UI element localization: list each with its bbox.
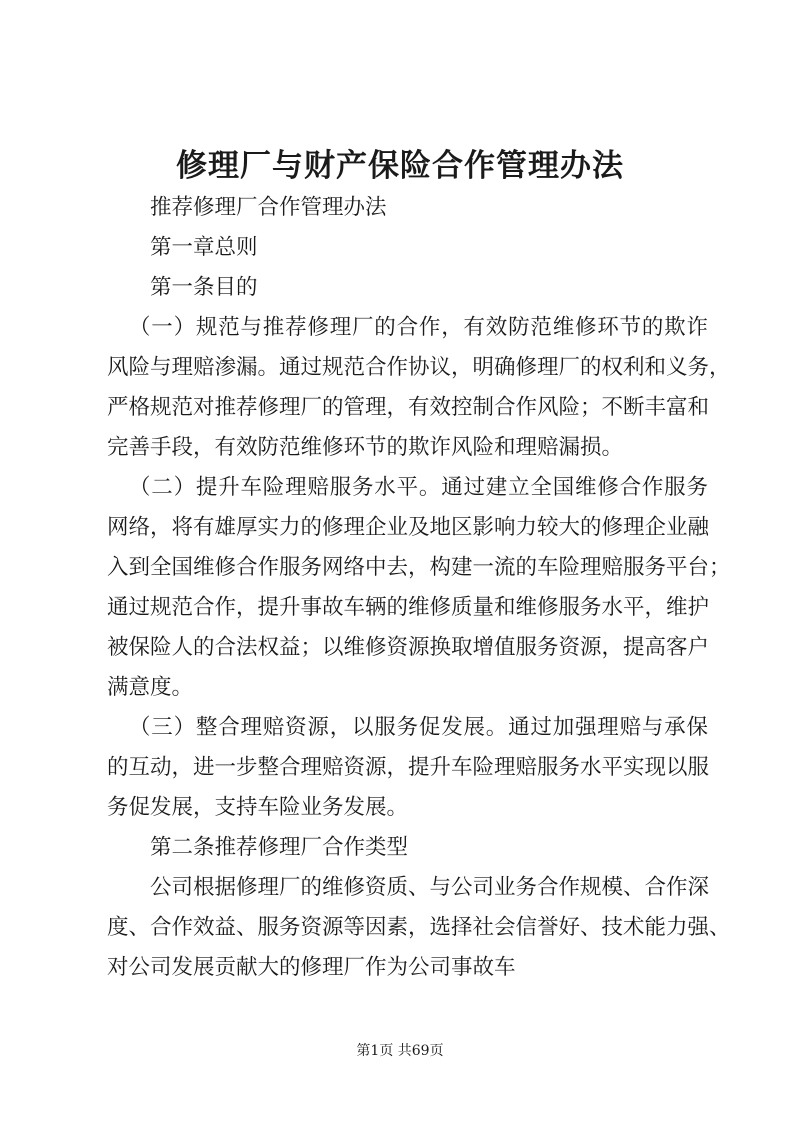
paragraph-line: 对公司发展贡献大的修理厂作为公司事故车 [107, 955, 516, 980]
paragraph-line: 入到全国维修合作服务网络中去，构建一流的车险理赔服务平台； [107, 555, 731, 580]
paragraph-line: 度、合作效益、服务资源等因素，选择社会信誉好、技术能力强、 [107, 915, 731, 940]
article-heading: 第二条推荐修理厂合作类型 [150, 835, 409, 860]
paragraph-line: 网络，将有雄厚实力的修理企业及地区影响力较大的修理企业融 [107, 515, 710, 540]
paragraph-line: （三）整合理赔资源，以服务促发展。通过加强理赔与承保 [129, 715, 708, 740]
chapter-heading: 第一章总则 [150, 235, 258, 260]
paragraph-line: （二）提升车险理赔服务水平。通过建立全国维修合作服务 [129, 475, 708, 500]
paragraph-line: 的互动，进一步整合理赔资源，提升车险理赔服务水平实现以服 [107, 755, 710, 780]
paragraph-line: 完善手段，有效防范维修环节的欺诈风险和理赔漏损。 [107, 435, 624, 460]
paragraph-line: 严格规范对推荐修理厂的管理，有效控制合作风险；不断丰富和 [107, 395, 710, 420]
page-number: 第1页 共69页 [356, 1043, 444, 1059]
paragraph-line: 公司根据修理厂的维修资质、与公司业务合作规模、合作深 [150, 875, 710, 900]
document-body [107, 188, 731, 988]
article-heading: 第一条目的 [150, 275, 258, 300]
paragraph-line: 风险与理赔渗漏。通过规范合作协议，明确修理厂的权利和义务， [107, 355, 731, 380]
paragraph-line: （一）规范与推荐修理厂的合作，有效防范维修环节的欺诈 [129, 315, 708, 340]
subtitle: 推荐修理厂合作管理办法 [150, 195, 387, 220]
document-title: 修理厂与财产保险合作管理办法 [176, 148, 624, 184]
paragraph-line: 通过规范合作，提升事故车辆的维修质量和维修服务水平，维护 [107, 595, 710, 620]
paragraph-line: 满意度。 [107, 675, 194, 700]
paragraph-line: 被保险人的合法权益；以维修资源换取增值服务资源，提高客户 [107, 635, 710, 660]
paragraph-line: 务促发展，支持车险业务发展。 [107, 795, 409, 820]
